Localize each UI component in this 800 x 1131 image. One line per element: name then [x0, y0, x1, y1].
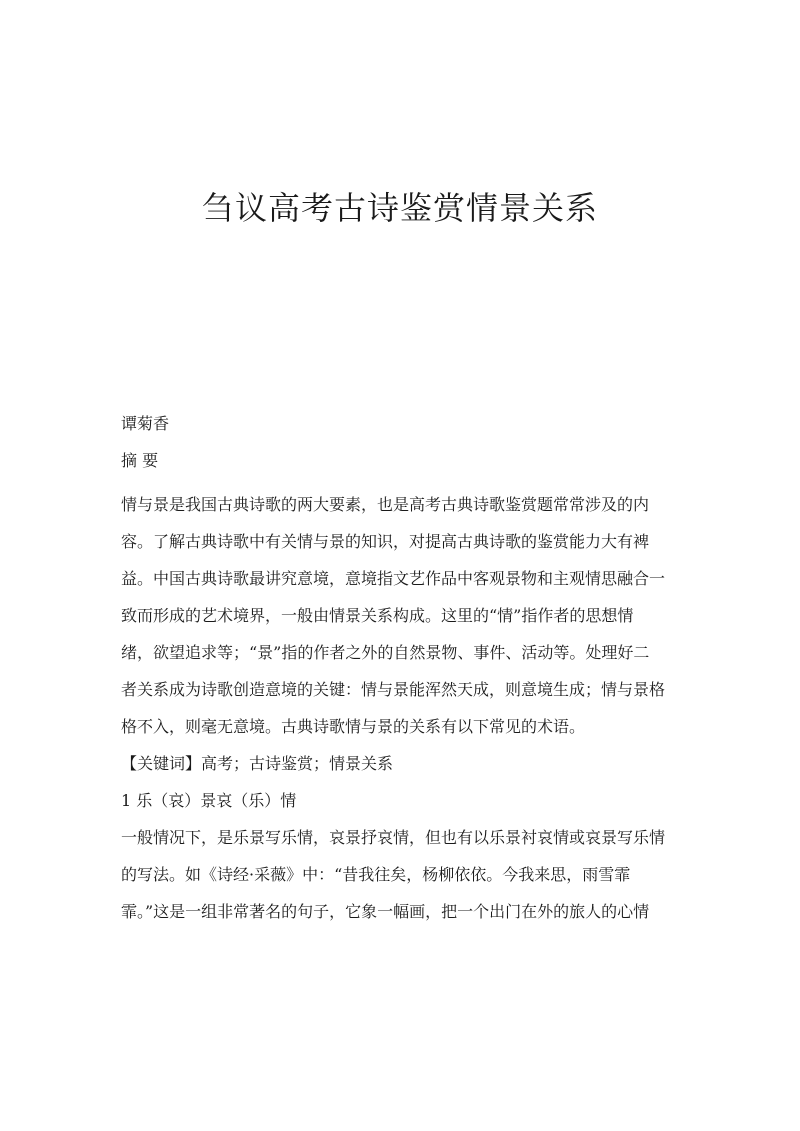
- abstract-line: 益。中国古典诗歌最讲究意境，意境指文艺作品中客观景物和主观情思融合一: [121, 569, 666, 588]
- body-line: 的写法。如《诗经·采薇》中：“昔我往矣，杨柳依依。今我来思，雨雪霏: [121, 865, 631, 884]
- document-title: 刍议高考古诗鉴赏情景关系: [201, 189, 598, 227]
- section-paragraph: [121, 819, 681, 930]
- abstract-line: 者关系成为诗歌创造意境的关键：情与景能浑然天成，则意境生成；情与景格: [121, 680, 666, 699]
- author-name: 谭菊香: [121, 414, 170, 433]
- abstract-heading: 摘 要: [121, 451, 159, 470]
- body-line: 霏。”这是一组非常著名的句子，它象一幅画，把一个出门在外的旅人的心情: [121, 902, 650, 921]
- body-line: 一般情况下，是乐景写乐情，哀景抒哀情，但也有以乐景衬哀情或哀景写乐情: [121, 828, 666, 847]
- abstract-line: 绪，欲望追求等；“景”指的作者之外的自然景物、事件、活动等。处理好二: [121, 643, 650, 662]
- section-heading: 1 乐（哀）景哀（乐）情: [121, 791, 297, 810]
- abstract-line: 格不入，则毫无意境。古典诗歌情与景的关系有以下常见的术语。: [121, 717, 586, 736]
- abstract-paragraph: [121, 486, 681, 745]
- document-body: [121, 405, 681, 930]
- keywords-line: 【关键词】高考；古诗鉴赏；情景关系: [121, 754, 394, 773]
- abstract-line: 致而形成的艺术境界，一般由情景关系构成。这里的“情”指作者的思想情: [121, 606, 634, 625]
- abstract-line: 情与景是我国古典诗歌的两大要素，也是高考古典诗歌鉴赏题常常涉及的内: [121, 495, 650, 514]
- abstract-line: 容。了解古典诗歌中有关情与景的知识，对提高古典诗歌的鉴赏能力大有裨: [121, 532, 650, 551]
